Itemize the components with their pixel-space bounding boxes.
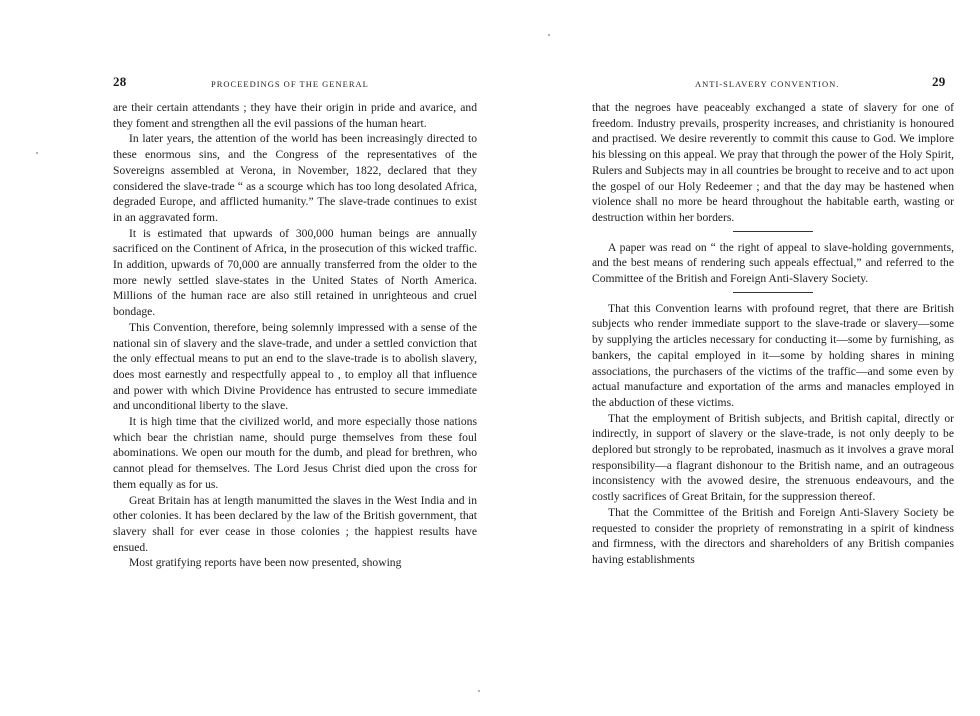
paragraph: Most gratifying reports have been now presented, showing — [129, 556, 402, 570]
paragraph: A paper was read on “ the right of appeal to slave-holding governments, and the best means of rendering such appeals effectual,” and referred to the Committee of the British and Foreign Anti-Slavery Society. — [592, 240, 954, 286]
paragraph: It is high time that the civilized world, and more especially those nations which bear the christian name, should purge themselves from these foul abominations. We open our mouth for the dumb, and plead for brethren, who cannot plead for themselves. The Lord Jesus Christ died upon the cross for them equally as for us. — [113, 415, 477, 491]
scan-speck — [36, 152, 38, 154]
paragraph: In later years, the attention of the world has been increasingly directed to these enormous sins, and the Congress of the representatives of the Sovereigns assembled at Verona, in November, 1822, declared that they considered the slave-trade “ as a scourge which has too long desolated Africa, degraded Europe, and afflicted humanity.” The slave-trade continues to exist in an aggravated form. — [113, 132, 477, 224]
running-head: ANTI-SLAVERY CONVENTION. — [695, 79, 840, 89]
paragraph: It is estimated that upwards of 300,000 human beings are annually sacrificed on the Continent of Africa, in the prosecution of this wicked traffic. In addition, upwards of 70,000 are annually transferred from the older to the more newly settled slave-states in the United States of North America. Millions of the human race are also still retained in unrighteous and cruel bondage. — [113, 226, 477, 319]
page-number: 29 — [932, 74, 946, 89]
resolution-paragraph: That the employment of British subjects, and British capital, directly or indirectly, in support of slavery or the slave-trade, is not only deeply to be deplored but strongly to be reprobated, inasmuch as it involves a grave moral responsibility—a flagrant dishonour to the British name, and an outrageous inconsistency with the avowed desire, the strenuous endeavours, and the costly sacrifices of Great Britain, for the suppression thereof. — [592, 411, 954, 504]
resolution-paragraph: That this Convention learns with profound regret, that there are British subjects who render immediate support to the slave-trade or slavery—some by supplying the articles necessary for conducting it—some by furnishing, as bankers, the capital employed in it—some by holding shares in mining associations, the purchasers of the victims of the traffic—and some even by actual manufacture and exportation of the arms and manacles employed in the abduction of these victims. — [592, 301, 954, 409]
paragraph: Great Britain has at length manumitted the slaves in the West India and in other colonies. It has been declared by the law of the British government, that slavery shall for ever cease in those colonies ; the happiest results have ensued. — [113, 493, 477, 554]
section-divider — [733, 231, 813, 232]
paragraph: are their certain attendants ; they have their origin in pride and avarice, and they foment and strengthen all the evil passions of the human heart. — [113, 101, 477, 130]
paragraph: This Convention, therefore, being solemnly impressed with a sense of the national sin of slavery and the slave-trade, and under a settled conviction that the only effectual means to put an end to the slave-trade is to abolish slavery, does most earnestly and respectfully appeal to , to employ all that influence and power with which Divine Providence has entrusted to secure immediate and unconditional liberty to the slave. — [113, 320, 477, 413]
resolution-paragraph: That the Committee of the British and Foreign Anti-Slavery Society be requested to consider the propriety of remonstrating in a spirit of kindness and firmness, with the directors and shareholders of any British companies having establishments — [592, 505, 954, 566]
section-divider — [733, 292, 813, 293]
right-page — [490, 0, 980, 716]
left-body-text — [113, 100, 477, 571]
running-head: PROCEEDINGS OF THE GENERAL — [211, 79, 369, 89]
scan-speck — [478, 690, 480, 692]
page-number: 28 — [113, 74, 127, 89]
right-body-text — [592, 100, 954, 568]
paragraph: that the negroes have peaceably exchanged a state of slavery for one of freedom. Industry prevails, prosperity increases, and christianity is honoured and practised. We desire reverently to commit this cause to God. We implore his blessing on this appeal. We pray that through the power of the Holy Spirit, Rulers and Subjects may in all countries be brought to receive and to act upon the gospel of our Holy Redeemer ; and that the day may be hastened when violence shall no more be heard throughout the habitable earth, wasting or destruction within her borders. — [592, 101, 954, 224]
scan-speck — [548, 34, 550, 36]
